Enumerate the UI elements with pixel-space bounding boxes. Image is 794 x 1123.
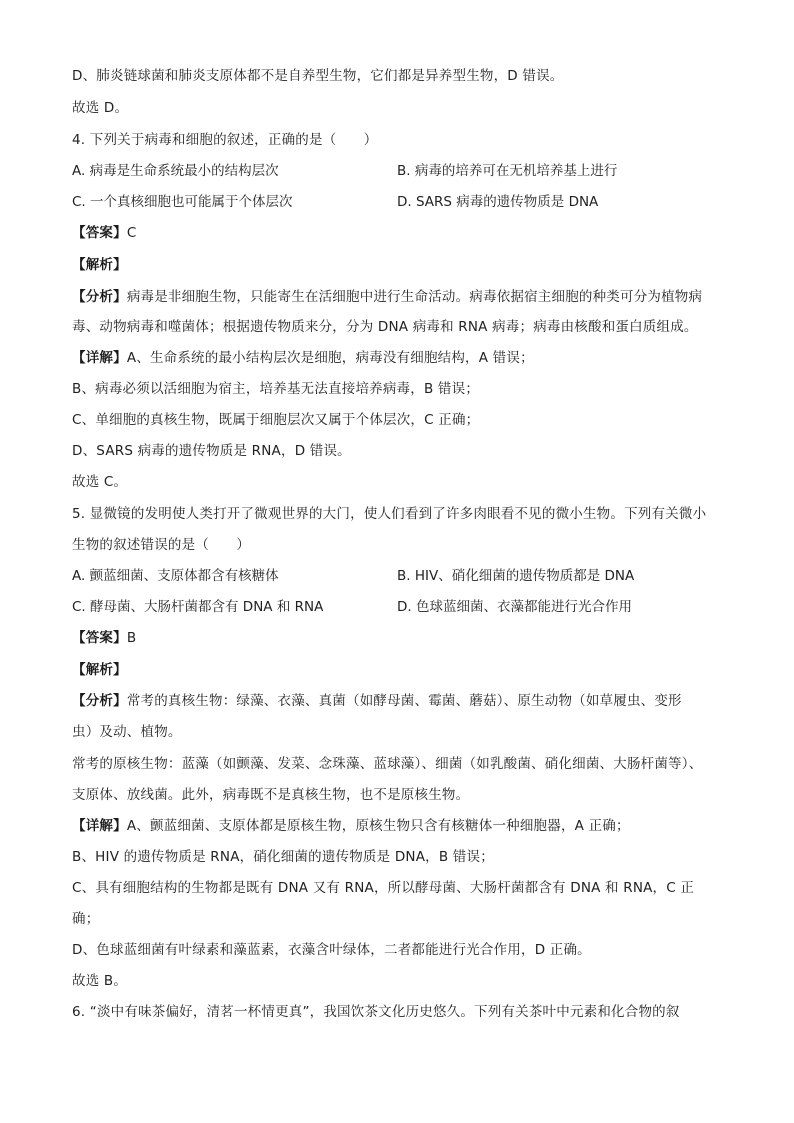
- question-4-xiangjie-4: D、SARS 病毒的遗传物质是 RNA，D 错误。: [72, 443, 351, 459]
- question-5-stem-1: 5. 显微镜的发明使人类打开了微观世界的大门，使人们看到了许多肉眼看不见的微小生物。下列有关微小: [72, 506, 707, 522]
- fenxi-text: 病毒是非细胞生物，只能寄生在活细胞中进行生命活动。病毒依据宿主细胞的种类可分为植物病: [126, 289, 703, 305]
- xiangjie-text: A、颤蓝细菌、支原体都是原核生物，原核生物只含有核糖体一种细胞器，A 正确；: [126, 818, 630, 834]
- question-4-option-d: D. SARS 病毒的遗传物质是 DNA: [397, 194, 599, 210]
- question-5-fenxi-2: 虫）及动、植物。: [72, 724, 182, 740]
- question-5-option-a: A. 颤蓝细菌、支原体都含有核糖体: [72, 568, 279, 584]
- question-5-select: 故选 B。: [72, 973, 128, 989]
- answer-value: B: [126, 630, 137, 646]
- answer-tag: 【答案】: [72, 630, 127, 646]
- text-line: D、肺炎链球菌和肺炎支原体都不是自养型生物，它们都是异养型生物，D 错误。: [72, 68, 564, 84]
- question-5-option-c: C. 酵母菌、大肠杆菌都含有 DNA 和 RNA: [72, 599, 324, 615]
- question-4-fenxi-2: 毒、动物病毒和噬菌体；根据遗传物质来分，分为 DNA 病毒和 RNA 病毒；病毒由核酸和蛋白质组成。: [72, 319, 698, 335]
- answer-tag: 【答案】: [72, 225, 127, 241]
- question-5-xiangjie-1: [72, 816, 732, 836]
- question-4-select: 故选 C。: [72, 474, 128, 490]
- question-4-xiangjie-2: B、病毒必须以活细胞为宿主，培养基无法直接培养病毒，B 错误；: [72, 381, 480, 397]
- question-5-fenxi-4: 支原体、放线菌。此外，病毒既不是真核生物，也不是原核生物。: [72, 787, 470, 803]
- question-4-option-c: C. 一个真核细胞也可能属于个体层次: [72, 194, 293, 210]
- text-line: 故选 D。: [72, 100, 129, 116]
- question-5-xiangjie-4: 确；: [72, 911, 100, 927]
- answer-value: C: [126, 225, 137, 241]
- fenxi-text: 常考的真核生物：绿藻、衣藻、真菌（如酵母菌、霉菌、蘑菇）、原生动物（如草履虫、变形: [126, 693, 682, 709]
- analysis-tag: 【解析】: [72, 257, 127, 273]
- question-5-stem-2: 生物的叙述错误的是（ ）: [72, 537, 251, 553]
- question-4-xiangjie-3: C、单细胞的真核生物，既属于细胞层次又属于个体层次，C 正确；: [72, 412, 480, 428]
- question-5-xiangjie-2: B、HIV 的遗传物质是 RNA，硝化细菌的遗传物质是 DNA，B 错误；: [72, 849, 494, 865]
- question-4-stem: 4. 下列关于病毒和细胞的叙述，正确的是（ ）: [72, 132, 378, 148]
- question-4-analysis-heading: [72, 255, 732, 275]
- question-6-stem-1: 6. “淡中有味茶偏好，清茗一杯情更真”，我国饮茶文化历史悠久。下列有关茶叶中元素和化合物的叙: [72, 1004, 680, 1020]
- question-4-answer: [72, 223, 732, 243]
- question-5-fenxi-3: 常考的原核生物：蓝藻（如颤藻、发菜、念珠藻、蓝球藻）、细菌（如乳酸菌、硝化细菌、大肠杆菌等）、: [72, 756, 703, 772]
- question-4-option-a: A. 病毒是生命系统最小的结构层次: [72, 163, 279, 179]
- question-5-option-b: B. HIV、硝化细菌的遗传物质都是 DNA: [397, 568, 635, 584]
- xiangjie-text: A、生命系统的最小结构层次是细胞，病毒没有细胞结构，A 错误；: [126, 350, 534, 366]
- question-5-xiangjie-5: D、色球蓝细菌有叶绿素和藻蓝素，衣藻含叶绿体，二者都能进行光合作用，D 正确。: [72, 942, 591, 958]
- question-5-analysis-heading: [72, 660, 732, 680]
- question-5-option-d: D. 色球蓝细菌、衣藻都能进行光合作用: [397, 599, 632, 615]
- xiangjie-tag: 【详解】: [72, 818, 127, 834]
- question-5-fenxi-1: [72, 691, 732, 711]
- question-5-answer: [72, 628, 732, 648]
- fenxi-tag: 【分析】: [72, 289, 127, 305]
- xiangjie-tag: 【详解】: [72, 350, 127, 366]
- fenxi-tag: 【分析】: [72, 693, 127, 709]
- question-5-xiangjie-3: C、具有细胞结构的生物都是既有 DNA 又有 RNA，所以酵母菌、大肠杆菌都含有 DNA 和 RNA，C 正: [72, 880, 695, 896]
- question-4-option-b: B. 病毒的培养可在无机培养基上进行: [397, 163, 618, 179]
- question-4-fenxi-1: [72, 287, 732, 307]
- question-4-xiangjie-1: [72, 348, 732, 368]
- analysis-tag: 【解析】: [72, 662, 127, 678]
